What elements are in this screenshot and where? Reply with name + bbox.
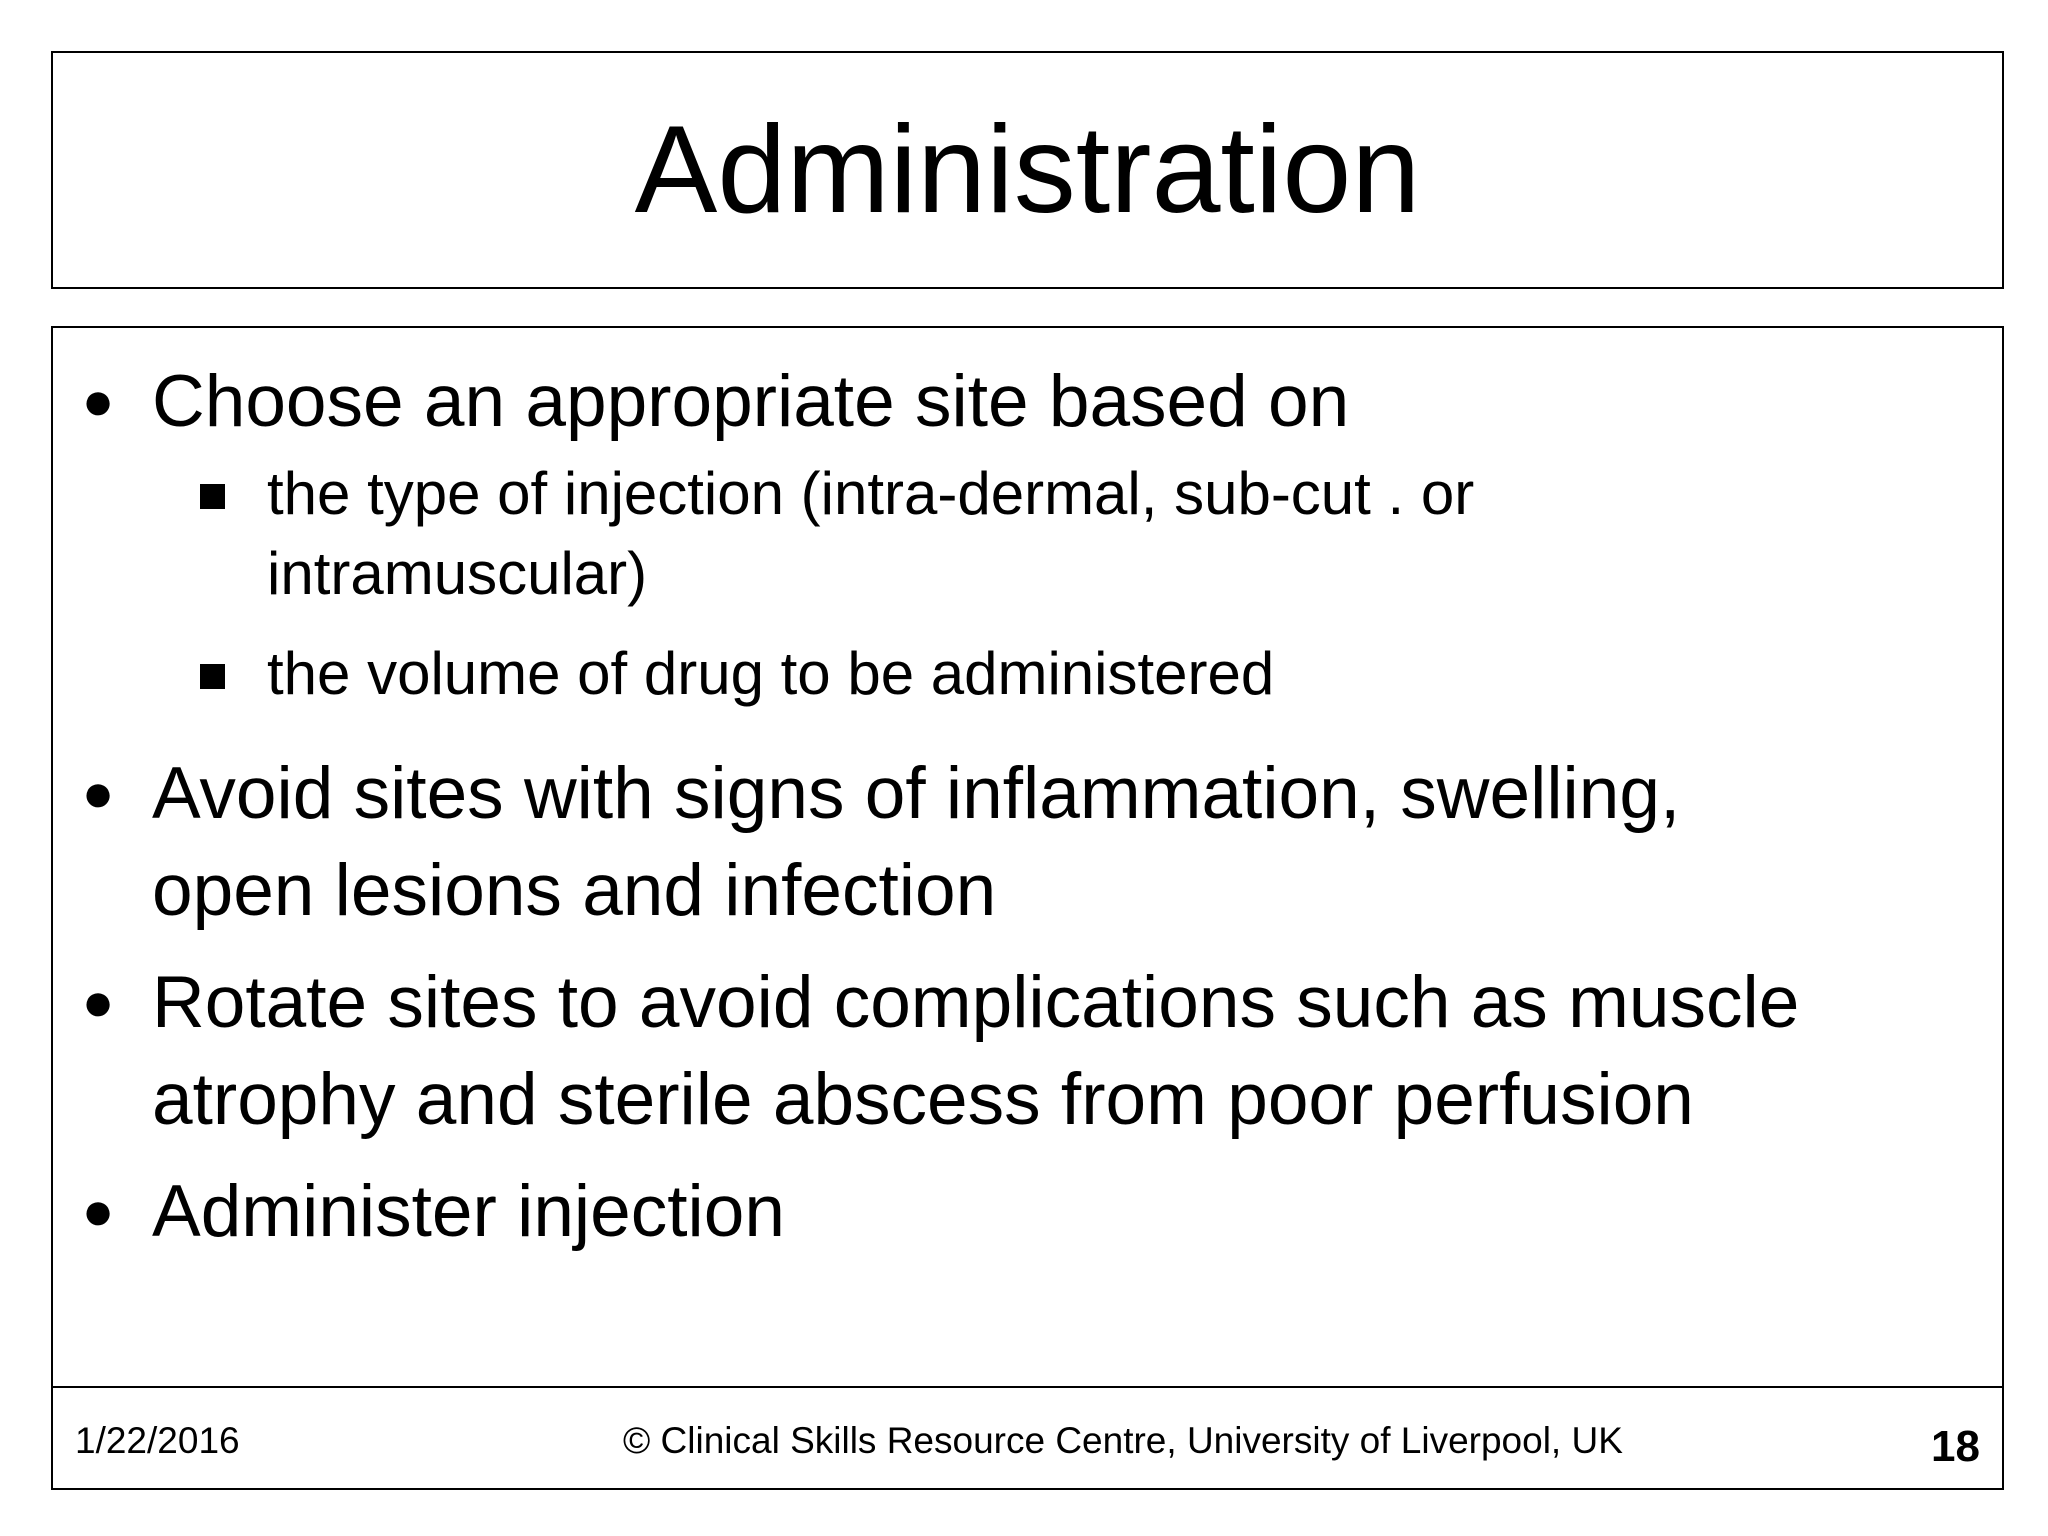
bullet-text: atrophy and sterile abscess from poor perfusion (152, 1059, 1694, 1140)
bullet-text: Administer injection (152, 1171, 785, 1252)
bullet-text: Choose an appropriate site based on (152, 361, 1350, 442)
footer-copyright: © Clinical Skills Resource Centre, University of Liverpool, UK (623, 1420, 1623, 1461)
footer-divider (53, 1386, 2002, 1388)
bullet-text: Avoid sites with signs of inflammation, swelling, (152, 753, 1681, 834)
page-number: 18 (1931, 1422, 1980, 1471)
title-box (51, 51, 2004, 289)
bullet-dot-icon: ● (81, 972, 115, 1032)
slide-title: Administration (634, 101, 1421, 239)
bullet-text: Rotate sites to avoid complications such as muscle (152, 962, 1800, 1043)
square-bullet-icon (200, 484, 225, 509)
square-bullet-icon (200, 664, 225, 689)
bullet-text: open lesions and infection (152, 850, 997, 931)
sub-bullet-text: the volume of drug to be administered (267, 640, 1275, 707)
sub-bullet-text: the type of injection (intra-dermal, sub-cut . or (267, 460, 1475, 527)
content-box (51, 326, 2004, 1490)
sub-bullet-text: intramuscular) (267, 540, 648, 607)
bullet-dot-icon: ● (81, 763, 115, 823)
bullet-dot-icon: ● (81, 371, 115, 431)
bullet-dot-icon: ● (81, 1181, 115, 1241)
footer-date: 1/22/2016 (75, 1420, 240, 1461)
